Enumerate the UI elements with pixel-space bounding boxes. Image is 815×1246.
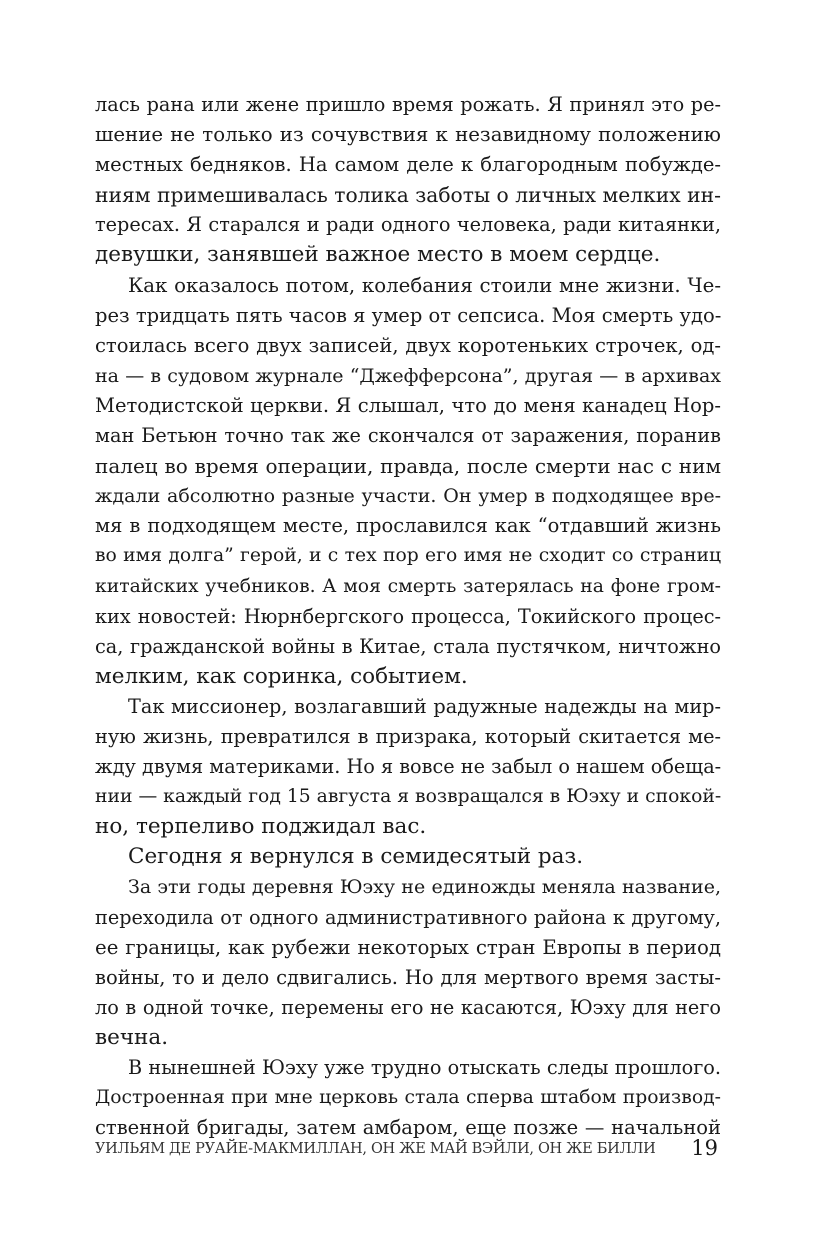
text-line: местных бедняков. На самом деле к благородным побужде- <box>95 153 721 177</box>
text-line: ждали абсолютно разные участи. Он умер в подходящее вре- <box>95 485 721 508</box>
text-line: шение не только из сочувствия к незавидному положению <box>95 123 721 147</box>
text-line: Методистской церкви. Я слышал, что до меня канадец Нор- <box>95 393 721 417</box>
running-footer-title: УИЛЬЯМ ДЕ РУАЙЕ-МАКМИЛЛАН, ОН ЖЕ МАЙ ВЭЙЛИ, ОН ЖЕ БИЛЛИ <box>95 1141 656 1157</box>
text-line: девушки, занявшей важное место в моем сердце. <box>95 242 661 268</box>
page-body-text <box>95 90 721 1143</box>
text-line: стоилась всего двух записей, двух коротеньких строчек, од- <box>95 333 721 357</box>
text-line: но, терпеливо поджидал вас. <box>95 814 427 840</box>
text-line: лась рана или жене пришло время рожать. Я принял это ре- <box>95 93 721 116</box>
text-line: ственной бригады, затем амбаром, еще позже — начальной <box>95 1116 721 1140</box>
text-line: на — в судовом журнале “Джефферсона”, другая — в архивах <box>95 364 721 387</box>
text-line: ее границы, как рубежи некоторых стран Европы в период <box>95 935 721 959</box>
text-line: ман Бетьюн точно так же скончался от заражения, поранив <box>95 424 721 448</box>
text-line: тересах. Я старался и ради одного человека, ради китаянки, <box>95 213 721 237</box>
text-line: Как оказалось потом, колебания стоили мне жизни. Че- <box>128 273 721 297</box>
text-line: Сегодня я вернулся в семидесятый раз. <box>128 844 584 870</box>
text-line: переходила от одного административного района к другому, <box>95 905 721 929</box>
text-line: нии — каждый год 15 августа я возвращался в Юэху и спокой- <box>95 786 722 808</box>
text-line: са, гражданской войны в Китае, стала пустячком, ничтожно <box>95 634 721 658</box>
text-line: войны, то и дело сдвигались. Но для мертвого время засты- <box>95 965 721 989</box>
text-line: вечна. <box>95 1024 169 1050</box>
text-line: Так миссионер, возлагавший радужные надежды на мир- <box>128 694 721 718</box>
text-line: мелким, как соринка, событием. <box>95 663 468 689</box>
text-line: ниям примешивалась толика заботы о личных мелких ин- <box>95 183 721 208</box>
page-number: 19 <box>691 1136 718 1160</box>
text-line: Достроенная при мне церковь стала сперва штабом производ- <box>95 1087 721 1109</box>
text-line: во имя долга” герой, и с тех пор его имя не сходит со страниц <box>95 545 721 567</box>
text-line: За эти годы деревня Юэху не единожды меняла название, <box>128 876 721 899</box>
text-line: ную жизнь, превратился в призрака, который скитается ме- <box>95 724 721 748</box>
text-line: ких новостей: Нюрнбергского процесса, Токийского процес- <box>95 604 721 628</box>
text-line: жду двумя материками. Но я вовсе не забыл о нашем обеща- <box>95 755 722 779</box>
text-line: китайских учебников. А моя смерть затерялась на фоне гром- <box>95 575 721 597</box>
text-line: мя в подходящем месте, прославился как “отдавший жизнь <box>95 514 721 538</box>
text-line: рез тридцать пять часов я умер от сепсиса. Моя смерть удо- <box>95 303 722 327</box>
text-line: ло в одной точке, перемены его не касаются, Юэху для него <box>95 995 721 1019</box>
text-line: В нынешней Юэху уже трудно отыскать следы прошлого. <box>128 1056 721 1079</box>
text-line: палец во время операции, правда, после смерти нас с ним <box>95 454 721 479</box>
